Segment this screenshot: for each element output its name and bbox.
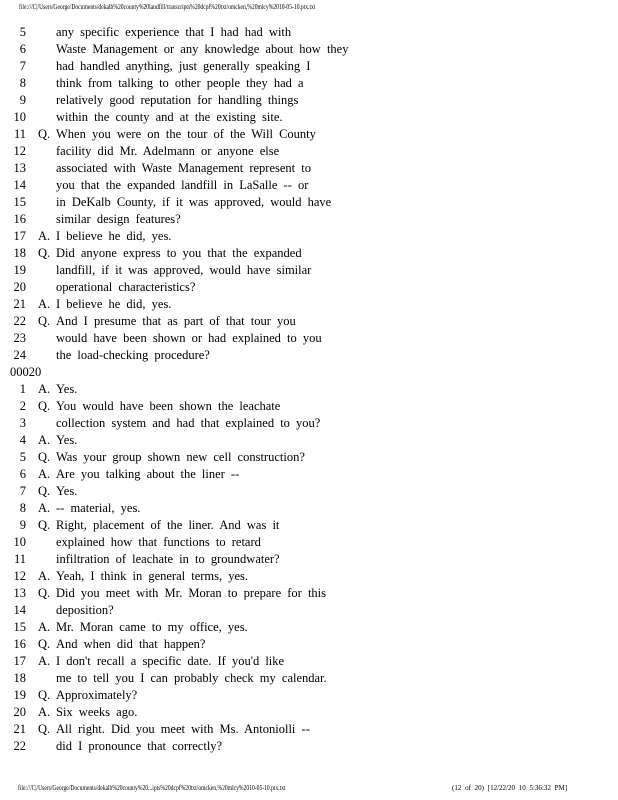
line-text: the load-checking procedure? — [56, 348, 210, 362]
transcript-line — [0, 42, 618, 59]
line-text: similar design features? — [56, 212, 181, 226]
transcript-line — [0, 127, 618, 144]
page-footer — [0, 784, 618, 796]
line-text: within the county and at the existing site. — [56, 110, 283, 124]
transcript-line — [0, 569, 618, 586]
transcript-line — [0, 93, 618, 110]
speaker-label: A. — [38, 382, 51, 396]
line-text: any specific experience that I had had with — [56, 25, 292, 39]
line-number: 7 — [19, 59, 26, 73]
line-text: Yes. — [56, 382, 78, 396]
line-number: 17 — [13, 654, 26, 668]
transcript-line — [0, 603, 618, 620]
transcript-line — [0, 229, 618, 246]
line-number: 11 — [13, 552, 26, 566]
line-number: 12 — [13, 144, 26, 158]
speaker-label: Q. — [38, 314, 51, 328]
line-number: 19 — [13, 688, 26, 702]
line-number: 24 — [13, 348, 26, 362]
line-text: had handled anything, just generally speaking I — [56, 59, 311, 73]
line-text: I don't recall a specific date. If you'd like — [56, 654, 285, 668]
line-number: 14 — [13, 178, 26, 192]
transcript-line — [0, 144, 618, 161]
transcript-body — [0, 25, 618, 756]
line-number: 20 — [13, 705, 26, 719]
line-number: 16 — [13, 637, 26, 651]
transcript-line — [0, 25, 618, 42]
line-number: 10 — [13, 535, 26, 549]
line-text: I believe he did, yes. — [56, 229, 172, 243]
line-text: Did anyone express to you that the expanded — [56, 246, 302, 260]
line-number: 3 — [19, 416, 26, 430]
line-number: 7 — [19, 484, 26, 498]
page-number-marker: 00020 — [10, 365, 42, 379]
line-text: You would have been shown the leachate — [56, 399, 281, 413]
line-number: 9 — [19, 518, 26, 532]
transcript-line — [0, 331, 618, 348]
transcript-line — [0, 450, 618, 467]
line-text: Was your group shown new cell construction? — [56, 450, 305, 464]
speaker-label: Q. — [38, 127, 51, 141]
file-path-header: file:///C|/Users/George/Documents/dekalb%20county%20landfill/transcripts%20dcpf%20txt/omcken,%20mlcy%2010-05-10.ptx.txt — [19, 3, 316, 11]
line-number: 8 — [19, 501, 26, 515]
line-number: 15 — [13, 620, 26, 634]
line-number: 11 — [13, 127, 26, 141]
line-text: Waste Management or any knowledge about how they — [56, 42, 349, 56]
speaker-label: A. — [38, 620, 51, 634]
line-text: associated with Waste Management represent to — [56, 161, 312, 175]
line-text: think from talking to other people they had a — [56, 76, 304, 90]
line-number: 6 — [19, 467, 26, 481]
speaker-label: A. — [38, 467, 51, 481]
line-number: 21 — [13, 297, 26, 311]
transcript-line — [0, 671, 618, 688]
line-number: 22 — [13, 314, 26, 328]
line-number: 14 — [13, 603, 26, 617]
transcript-line — [0, 416, 618, 433]
transcript-line — [0, 59, 618, 76]
transcript-line — [0, 212, 618, 229]
transcript-line — [0, 637, 618, 654]
line-text: would have been shown or had explained to you — [56, 331, 322, 345]
line-text: Right, placement of the liner. And was it — [56, 518, 280, 532]
line-text: Did you meet with Mr. Moran to prepare for this — [56, 586, 327, 600]
line-number: 2 — [19, 399, 26, 413]
line-text: operational characteristics? — [56, 280, 196, 294]
transcript-line — [0, 280, 618, 297]
speaker-label: A. — [38, 297, 51, 311]
transcript-line — [0, 161, 618, 178]
speaker-label: A. — [38, 705, 51, 719]
line-text: you that the expanded landfill in LaSalle -- or — [56, 178, 309, 192]
line-number: 8 — [19, 76, 26, 90]
line-text: relatively good reputation for handling things — [56, 93, 299, 107]
transcript-line — [0, 467, 618, 484]
line-text: collection system and had that explained to you? — [56, 416, 321, 430]
line-text: When you were on the tour of the Will County — [56, 127, 316, 141]
page-marker-line — [0, 365, 618, 382]
transcript-line — [0, 297, 618, 314]
transcript-line — [0, 399, 618, 416]
line-number: 18 — [13, 671, 26, 685]
transcript-line — [0, 535, 618, 552]
line-text: facility did Mr. Adelmann or anyone else — [56, 144, 280, 158]
line-text: Six weeks ago. — [56, 705, 138, 719]
line-text: landfill, if it was approved, would have similar — [56, 263, 312, 277]
line-text: in DeKalb County, if it was approved, would have — [56, 195, 332, 209]
transcript-line — [0, 195, 618, 212]
line-number: 9 — [19, 93, 26, 107]
line-number: 12 — [13, 569, 26, 583]
line-number: 16 — [13, 212, 26, 226]
line-text: me to tell you I can probably check my calendar. — [56, 671, 327, 685]
line-text: Yes. — [56, 433, 78, 447]
speaker-label: A. — [38, 433, 51, 447]
line-number: 22 — [13, 739, 26, 753]
line-number: 15 — [13, 195, 26, 209]
line-number: 4 — [19, 433, 26, 447]
speaker-label: Q. — [38, 688, 51, 702]
transcript-line — [0, 501, 618, 518]
transcript-line — [0, 263, 618, 280]
transcript-line — [0, 314, 618, 331]
line-number: 21 — [13, 722, 26, 736]
line-number: 6 — [19, 42, 26, 56]
transcript-line — [0, 348, 618, 365]
speaker-label: Q. — [38, 484, 51, 498]
transcript-line — [0, 722, 618, 739]
speaker-label: Q. — [38, 399, 51, 413]
line-number: 18 — [13, 246, 26, 260]
line-text: did I pronounce that correctly? — [56, 739, 223, 753]
line-number: 10 — [13, 110, 26, 124]
line-text: Yeah, I think in general terms, yes. — [56, 569, 249, 583]
speaker-label: Q. — [38, 518, 51, 532]
line-number: 13 — [13, 586, 26, 600]
transcript-line — [0, 178, 618, 195]
transcript-line — [0, 586, 618, 603]
transcript-line — [0, 552, 618, 569]
transcript-line — [0, 484, 618, 501]
transcript-line — [0, 654, 618, 671]
line-text: explained how that functions to retard — [56, 535, 261, 549]
line-text: Approximately? — [56, 688, 138, 702]
line-number: 20 — [13, 280, 26, 294]
line-number: 13 — [13, 161, 26, 175]
line-text: infiltration of leachate in to groundwater? — [56, 552, 280, 566]
speaker-label: A. — [38, 569, 51, 583]
transcript-line — [0, 382, 618, 399]
line-number: 19 — [13, 263, 26, 277]
line-number: 23 — [13, 331, 26, 345]
transcript-line — [0, 433, 618, 450]
transcript-line — [0, 110, 618, 127]
line-text: All right. Did you meet with Ms. Antoniolli -- — [56, 722, 310, 736]
line-number: 17 — [13, 229, 26, 243]
line-text: deposition? — [56, 603, 114, 617]
speaker-label: Q. — [38, 450, 51, 464]
transcript-line — [0, 705, 618, 722]
speaker-label: Q. — [38, 722, 51, 736]
line-number: 5 — [19, 450, 26, 464]
speaker-label: Q. — [38, 637, 51, 651]
footer-page-info: (12 of 20) [12/22/20 10 5:36:32 PM] — [452, 784, 568, 792]
transcript-line — [0, 620, 618, 637]
line-number: 5 — [19, 25, 26, 39]
line-text: I believe he did, yes. — [56, 297, 172, 311]
line-text: Are you talking about the liner -- — [56, 467, 240, 481]
line-text: -- material, yes. — [56, 501, 141, 515]
line-text: Yes. — [56, 484, 78, 498]
transcript-line — [0, 688, 618, 705]
speaker-label: Q. — [38, 586, 51, 600]
transcript-line — [0, 76, 618, 93]
transcript-line — [0, 518, 618, 535]
line-text: Mr. Moran came to my office, yes. — [56, 620, 248, 634]
line-text: And when did that happen? — [56, 637, 206, 651]
speaker-label: Q. — [38, 246, 51, 260]
transcript-line — [0, 246, 618, 263]
speaker-label: A. — [38, 654, 51, 668]
speaker-label: A. — [38, 501, 51, 515]
footer-file-path: file:///C|/Users/George/Documents/dekalb%20county%20...ipts%20dcpf%20txt/omcken,%20mlcy%2010-05-10.ptx.txt — [18, 784, 286, 792]
speaker-label: A. — [38, 229, 51, 243]
line-number: 1 — [19, 382, 26, 396]
transcript-line — [0, 739, 618, 756]
line-text: And I presume that as part of that tour you — [56, 314, 296, 328]
